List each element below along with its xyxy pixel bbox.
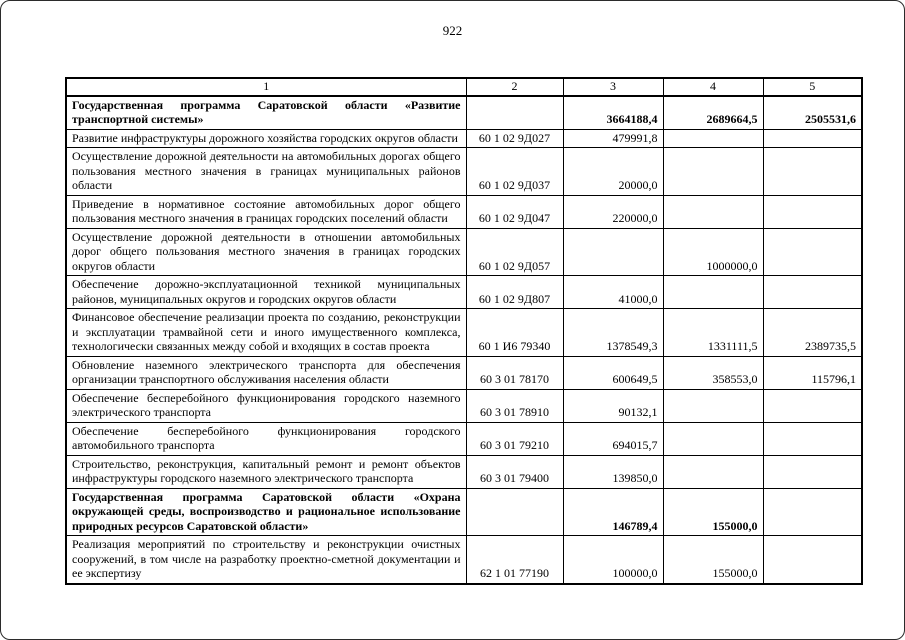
table-row <box>66 276 862 309</box>
col-header-5: 5 <box>763 78 862 96</box>
row-amount-2024-cell: 3664188,4 <box>563 96 663 130</box>
row-name-cell: Обновление наземного электрического транспорта для обеспечения организации транспортного обслуживания населения области <box>66 356 466 389</box>
row-amount-2025-cell: 2689664,5 <box>663 96 763 130</box>
row-amount-2026-cell: 2389735,5 <box>763 309 862 357</box>
row-amount-2025-cell: 358553,0 <box>663 356 763 389</box>
row-code-cell: 60 3 01 79210 <box>466 422 563 455</box>
row-code-cell: 60 3 01 79400 <box>466 455 563 488</box>
row-name-cell: Финансовое обеспечение реализации проекта по созданию, реконструкции и эксплуатации трамвайной сети и иного имущественного комплекса, технологически связанных между собой и входящих в состав проекта <box>66 309 466 357</box>
row-code-cell <box>466 96 563 130</box>
col-header-3: 3 <box>563 78 663 96</box>
row-code-cell: 60 1 02 9Д047 <box>466 195 563 228</box>
budget-table <box>65 77 863 585</box>
row-amount-2026-cell <box>763 455 862 488</box>
row-amount-2024-cell: 1378549,3 <box>563 309 663 357</box>
row-amount-2026-cell <box>763 148 862 196</box>
row-code-cell: 60 1 И6 79340 <box>466 309 563 357</box>
col-header-4: 4 <box>663 78 763 96</box>
table-body <box>66 96 862 584</box>
col-header-2: 2 <box>466 78 563 96</box>
row-amount-2024-cell <box>563 228 663 276</box>
row-amount-2024-cell: 41000,0 <box>563 276 663 309</box>
row-amount-2025-cell: 1331111,5 <box>663 309 763 357</box>
row-amount-2024-cell: 220000,0 <box>563 195 663 228</box>
row-amount-2024-cell: 694015,7 <box>563 422 663 455</box>
row-amount-2024-cell: 479991,8 <box>563 129 663 148</box>
row-amount-2026-cell <box>763 129 862 148</box>
row-amount-2025-cell <box>663 422 763 455</box>
row-code-cell: 60 3 01 78170 <box>466 356 563 389</box>
row-code-cell <box>466 488 563 536</box>
row-amount-2026-cell <box>763 228 862 276</box>
row-code-cell: 60 3 01 78910 <box>466 389 563 422</box>
table-row <box>66 389 862 422</box>
table-row <box>66 455 862 488</box>
row-amount-2024-cell: 139850,0 <box>563 455 663 488</box>
col-header-1: 1 <box>66 78 466 96</box>
table-row <box>66 228 862 276</box>
table-row <box>66 309 862 357</box>
row-code-cell: 60 1 02 9Д027 <box>466 129 563 148</box>
table-row <box>66 148 862 196</box>
row-name-cell: Развитие инфраструктуры дорожного хозяйства городских округов области <box>66 129 466 148</box>
row-amount-2025-cell <box>663 129 763 148</box>
table-row <box>66 356 862 389</box>
row-amount-2025-cell <box>663 276 763 309</box>
row-amount-2026-cell <box>763 389 862 422</box>
row-amount-2026-cell <box>763 195 862 228</box>
row-amount-2024-cell: 146789,4 <box>563 488 663 536</box>
row-amount-2025-cell: 155000,0 <box>663 536 763 584</box>
row-name-cell: Обеспечение дорожно-эксплуатационной техникой муниципальных районов, муниципальных округов и городских округов области <box>66 276 466 309</box>
row-code-cell: 60 1 02 9Д057 <box>466 228 563 276</box>
row-amount-2025-cell: 1000000,0 <box>663 228 763 276</box>
row-amount-2025-cell: 155000,0 <box>663 488 763 536</box>
row-name-cell: Реализация мероприятий по строительству и реконструкции очистных сооружений, в том числе на разработку проектно-сметной документации и ее экспертизу <box>66 536 466 584</box>
table-header-row <box>66 78 862 96</box>
row-amount-2026-cell <box>763 536 862 584</box>
row-amount-2025-cell <box>663 389 763 422</box>
row-name-cell: Обеспечение бесперебойного функционирования городского наземного электрического транспорта <box>66 389 466 422</box>
table-row <box>66 422 862 455</box>
row-code-cell: 62 1 01 77190 <box>466 536 563 584</box>
row-amount-2024-cell: 90132,1 <box>563 389 663 422</box>
table-row <box>66 488 862 536</box>
row-amount-2024-cell: 600649,5 <box>563 356 663 389</box>
row-name-cell: Приведение в нормативное состояние автомобильных дорог общего пользования местного значения в границах городских поселений области <box>66 195 466 228</box>
row-name-cell: Государственная программа Саратовской области «Охрана окружающей среды, воспроизводство и рациональное использование природных ресурсов Саратовской области» <box>66 488 466 536</box>
row-name-cell: Строительство, реконструкция, капитальный ремонт и ремонт объектов инфраструктуры городского наземного электрического транспорта <box>66 455 466 488</box>
row-amount-2026-cell: 115796,1 <box>763 356 862 389</box>
row-amount-2024-cell: 100000,0 <box>563 536 663 584</box>
row-name-cell: Государственная программа Саратовской области «Развитие транспортной системы» <box>66 96 466 130</box>
row-amount-2026-cell <box>763 488 862 536</box>
row-code-cell: 60 1 02 9Д807 <box>466 276 563 309</box>
page-number: 922 <box>442 23 463 38</box>
row-name-cell: Осуществление дорожной деятельности в отношении автомобильных дорог общего пользования местного значения в границах городских округов области <box>66 228 466 276</box>
row-amount-2026-cell <box>763 422 862 455</box>
row-name-cell: Обеспечение бесперебойного функционирования городского автомобильного транспорта <box>66 422 466 455</box>
row-amount-2025-cell <box>663 455 763 488</box>
row-code-cell: 60 1 02 9Д037 <box>466 148 563 196</box>
table-row <box>66 129 862 148</box>
row-amount-2025-cell <box>663 195 763 228</box>
row-amount-2024-cell: 20000,0 <box>563 148 663 196</box>
table-row <box>66 195 862 228</box>
row-name-cell: Осуществление дорожной деятельности на автомобильных дорогах общего пользования местного значения в границах муниципальных районов области <box>66 148 466 196</box>
table-row <box>66 536 862 584</box>
row-amount-2026-cell <box>763 276 862 309</box>
row-amount-2026-cell: 2505531,6 <box>763 96 862 130</box>
row-amount-2025-cell <box>663 148 763 196</box>
table-row <box>66 96 862 130</box>
